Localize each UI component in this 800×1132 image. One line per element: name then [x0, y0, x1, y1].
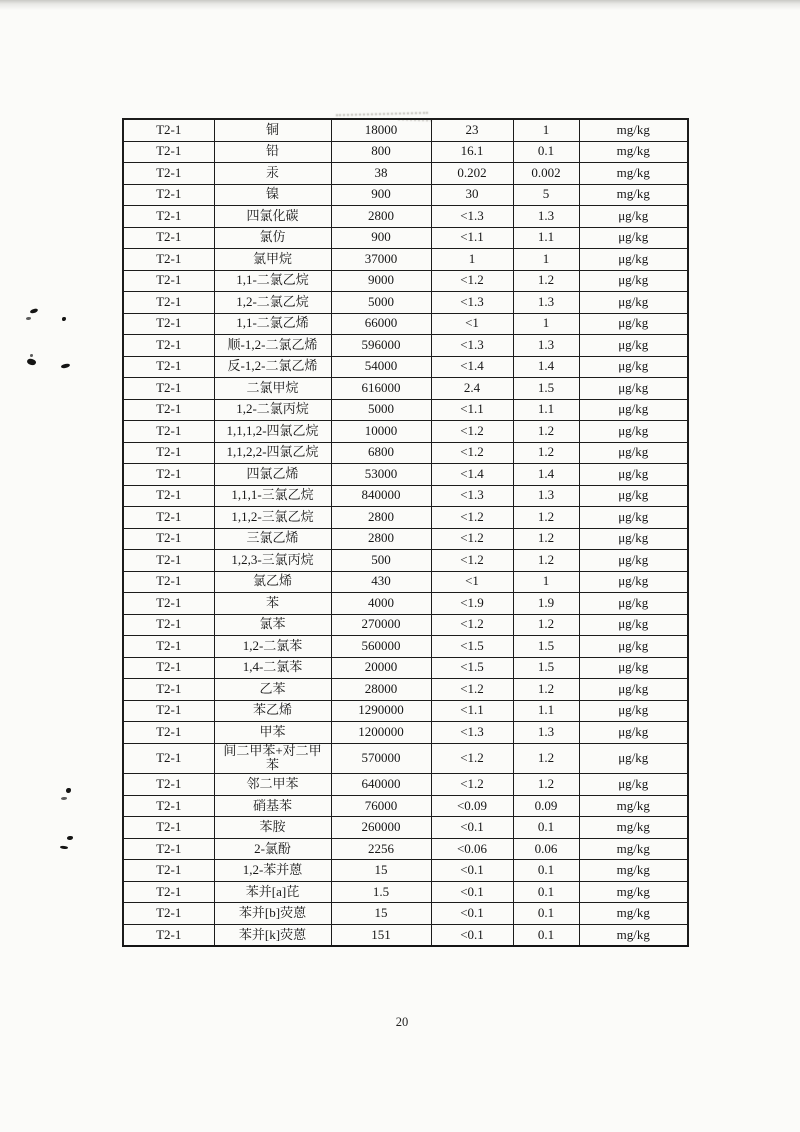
table-cell: 1,2-二氯乙烷	[214, 292, 331, 314]
table-cell: 0.1	[513, 141, 579, 163]
table-cell: μg/kg	[579, 313, 688, 335]
table-cell: T2-1	[123, 657, 214, 679]
table-cell: μg/kg	[579, 356, 688, 378]
table-cell: 15	[331, 903, 431, 925]
results-table-body	[123, 119, 688, 946]
table-row	[123, 163, 688, 185]
table-row	[123, 485, 688, 507]
table-cell: 1	[513, 119, 579, 141]
table-cell: <0.1	[431, 817, 513, 839]
table-cell: <1	[431, 571, 513, 593]
table-cell: <1.2	[431, 743, 513, 774]
table-cell: 2800	[331, 528, 431, 550]
table-cell: 氯仿	[214, 227, 331, 249]
table-cell: μg/kg	[579, 593, 688, 615]
table-cell: μg/kg	[579, 442, 688, 464]
table-cell: T2-1	[123, 270, 214, 292]
table-cell: 16.1	[431, 141, 513, 163]
table-cell: T2-1	[123, 528, 214, 550]
table-cell: T2-1	[123, 881, 214, 903]
table-row	[123, 399, 688, 421]
table-cell: <1.1	[431, 700, 513, 722]
table-cell: 0.1	[513, 817, 579, 839]
table-cell: <1.2	[431, 550, 513, 572]
table-cell: μg/kg	[579, 292, 688, 314]
table-cell: 15	[331, 860, 431, 882]
table-row	[123, 356, 688, 378]
table-row	[123, 657, 688, 679]
table-cell: 0.09	[513, 795, 579, 817]
table-cell: T2-1	[123, 335, 214, 357]
table-cell: 铜	[214, 119, 331, 141]
table-cell: 20000	[331, 657, 431, 679]
table-cell: μg/kg	[579, 249, 688, 271]
table-cell: T2-1	[123, 141, 214, 163]
table-cell: μg/kg	[579, 206, 688, 228]
table-row	[123, 119, 688, 141]
table-cell: T2-1	[123, 507, 214, 529]
table-cell: 1.3	[513, 335, 579, 357]
table-cell: 260000	[331, 817, 431, 839]
table-cell: 苯乙烯	[214, 700, 331, 722]
table-cell: 乙苯	[214, 679, 331, 701]
table-cell: 1,1,1-三氯乙烷	[214, 485, 331, 507]
table-cell: T2-1	[123, 421, 214, 443]
table-cell: 苯	[214, 593, 331, 615]
table-row	[123, 924, 688, 946]
table-cell: 28000	[331, 679, 431, 701]
table-cell: 4000	[331, 593, 431, 615]
table-cell: 1.2	[513, 270, 579, 292]
table-cell: 1.2	[513, 421, 579, 443]
table-cell: <1.5	[431, 636, 513, 658]
table-cell: 800	[331, 141, 431, 163]
table-cell: 54000	[331, 356, 431, 378]
table-cell: mg/kg	[579, 903, 688, 925]
table-cell: 76000	[331, 795, 431, 817]
table-row	[123, 743, 688, 774]
table-cell: <0.09	[431, 795, 513, 817]
table-cell: 5000	[331, 399, 431, 421]
table-cell: μg/kg	[579, 636, 688, 658]
table-cell: 5	[513, 184, 579, 206]
table-cell: 间二甲苯+对二甲苯	[214, 743, 331, 774]
table-cell: 四氯乙烯	[214, 464, 331, 486]
table-row	[123, 335, 688, 357]
table-cell: 苯胺	[214, 817, 331, 839]
table-cell: 1,1-二氯乙烷	[214, 270, 331, 292]
table-cell: T2-1	[123, 249, 214, 271]
table-row	[123, 184, 688, 206]
table-cell: 顺-1,2-二氯乙烯	[214, 335, 331, 357]
table-cell: 1.4	[513, 464, 579, 486]
table-cell: 1.2	[513, 774, 579, 796]
table-cell: 1	[431, 249, 513, 271]
table-cell: 1.3	[513, 722, 579, 744]
ink-speck	[26, 358, 37, 367]
analysis-results-table	[122, 118, 689, 947]
table-cell: 1.5	[331, 881, 431, 903]
ink-speck	[60, 845, 68, 849]
table-cell: <0.1	[431, 881, 513, 903]
table-cell: 2800	[331, 206, 431, 228]
ink-speck	[26, 317, 31, 320]
table-cell: T2-1	[123, 206, 214, 228]
table-cell: 1.5	[513, 636, 579, 658]
table-cell: 1	[513, 249, 579, 271]
table-cell: μg/kg	[579, 550, 688, 572]
table-cell: <0.1	[431, 860, 513, 882]
table-cell: 30	[431, 184, 513, 206]
table-cell: 0.1	[513, 881, 579, 903]
table-cell: μg/kg	[579, 421, 688, 443]
table-cell: 铅	[214, 141, 331, 163]
table-cell: T2-1	[123, 378, 214, 400]
table-cell: 2-氯酚	[214, 838, 331, 860]
table-row	[123, 817, 688, 839]
table-cell: 苯并[b]荧蒽	[214, 903, 331, 925]
table-cell: 0.1	[513, 860, 579, 882]
table-cell: 邻二甲苯	[214, 774, 331, 796]
table-cell: 1.4	[513, 356, 579, 378]
table-row	[123, 722, 688, 744]
table-cell: T2-1	[123, 464, 214, 486]
table-cell: 1.1	[513, 399, 579, 421]
table-row	[123, 227, 688, 249]
table-cell: 2.4	[431, 378, 513, 400]
table-cell: <0.06	[431, 838, 513, 860]
table-cell: 151	[331, 924, 431, 946]
table-cell: 1,2-苯并蒽	[214, 860, 331, 882]
table-cell: <1.5	[431, 657, 513, 679]
ink-speck	[67, 836, 73, 840]
table-cell: T2-1	[123, 860, 214, 882]
table-cell: 1.5	[513, 657, 579, 679]
table-row	[123, 528, 688, 550]
table-row	[123, 292, 688, 314]
table-cell: T2-1	[123, 593, 214, 615]
page-number: 20	[395, 1015, 409, 1029]
table-cell: 1.9	[513, 593, 579, 615]
table-cell: 1,1-二氯乙烯	[214, 313, 331, 335]
table-cell: 1,2,3-三氯丙烷	[214, 550, 331, 572]
table-cell: μg/kg	[579, 571, 688, 593]
table-cell: 1,2-二氯丙烷	[214, 399, 331, 421]
table-cell: T2-1	[123, 774, 214, 796]
table-cell: 1	[513, 313, 579, 335]
table-cell: T2-1	[123, 838, 214, 860]
table-cell: T2-1	[123, 399, 214, 421]
table-cell: 5000	[331, 292, 431, 314]
table-cell: <1.1	[431, 227, 513, 249]
table-row	[123, 860, 688, 882]
table-cell: T2-1	[123, 903, 214, 925]
table-cell: 1.1	[513, 227, 579, 249]
table-cell: 四氯化碳	[214, 206, 331, 228]
table-cell: 1,4-二氯苯	[214, 657, 331, 679]
table-cell: T2-1	[123, 924, 214, 946]
table-cell: 1.2	[513, 550, 579, 572]
table-cell: μg/kg	[579, 270, 688, 292]
table-cell: 1.2	[513, 614, 579, 636]
table-cell: 1200000	[331, 722, 431, 744]
ink-speck	[30, 354, 33, 357]
table-cell: mg/kg	[579, 881, 688, 903]
table-cell: 640000	[331, 774, 431, 796]
table-row	[123, 141, 688, 163]
table-row	[123, 903, 688, 925]
table-row	[123, 700, 688, 722]
table-cell: 0.202	[431, 163, 513, 185]
table-row	[123, 442, 688, 464]
table-cell: 镍	[214, 184, 331, 206]
table-cell: μg/kg	[579, 227, 688, 249]
table-cell: μg/kg	[579, 528, 688, 550]
table-cell: μg/kg	[579, 774, 688, 796]
table-cell: <0.1	[431, 924, 513, 946]
table-row	[123, 313, 688, 335]
table-cell: 500	[331, 550, 431, 572]
ink-speck	[61, 363, 71, 369]
table-row	[123, 270, 688, 292]
table-cell: μg/kg	[579, 700, 688, 722]
table-cell: T2-1	[123, 356, 214, 378]
table-cell: 1,1,1,2-四氯乙烷	[214, 421, 331, 443]
table-cell: <1.4	[431, 356, 513, 378]
table-row	[123, 206, 688, 228]
table-cell: 2256	[331, 838, 431, 860]
table-cell: <1.3	[431, 206, 513, 228]
table-cell: T2-1	[123, 485, 214, 507]
ink-speck	[30, 308, 39, 314]
table-row	[123, 421, 688, 443]
table-cell: <1.2	[431, 528, 513, 550]
table-cell: 苯并[a]芘	[214, 881, 331, 903]
table-cell: 1.2	[513, 743, 579, 774]
table-cell: 0.1	[513, 903, 579, 925]
table-cell: mg/kg	[579, 119, 688, 141]
table-cell: 苯并[k]荧蒽	[214, 924, 331, 946]
table-cell: 0.002	[513, 163, 579, 185]
table-cell: <1.3	[431, 485, 513, 507]
table-cell: 硝基苯	[214, 795, 331, 817]
table-cell: 10000	[331, 421, 431, 443]
table-cell: μg/kg	[579, 485, 688, 507]
table-cell: 53000	[331, 464, 431, 486]
table-cell: <1.2	[431, 270, 513, 292]
table-cell: 1	[513, 571, 579, 593]
table-cell: 270000	[331, 614, 431, 636]
table-cell: <1.2	[431, 679, 513, 701]
table-cell: T2-1	[123, 292, 214, 314]
table-cell: 1,1,2-三氯乙烷	[214, 507, 331, 529]
table-cell: <1.1	[431, 399, 513, 421]
table-cell: 1,2-二氯苯	[214, 636, 331, 658]
table-cell: μg/kg	[579, 722, 688, 744]
table-cell: T2-1	[123, 795, 214, 817]
table-cell: 1.2	[513, 528, 579, 550]
table-cell: 18000	[331, 119, 431, 141]
table-cell: T2-1	[123, 184, 214, 206]
table-cell: <1	[431, 313, 513, 335]
table-cell: <1.2	[431, 421, 513, 443]
table-row	[123, 679, 688, 701]
table-cell: <1.4	[431, 464, 513, 486]
table-cell: μg/kg	[579, 743, 688, 774]
table-row	[123, 550, 688, 572]
ink-speck	[62, 317, 66, 321]
table-cell: μg/kg	[579, 614, 688, 636]
table-cell: <1.2	[431, 442, 513, 464]
table-row	[123, 614, 688, 636]
table-cell: 二氯甲烷	[214, 378, 331, 400]
table-cell: 汞	[214, 163, 331, 185]
table-cell: mg/kg	[579, 838, 688, 860]
table-cell: T2-1	[123, 163, 214, 185]
table-cell: 37000	[331, 249, 431, 271]
table-cell: 2800	[331, 507, 431, 529]
table-cell: 1.2	[513, 679, 579, 701]
table-row	[123, 774, 688, 796]
table-cell: <0.1	[431, 903, 513, 925]
table-cell: mg/kg	[579, 141, 688, 163]
table-row	[123, 881, 688, 903]
table-cell: <1.3	[431, 722, 513, 744]
table-cell: mg/kg	[579, 924, 688, 946]
table-row	[123, 838, 688, 860]
table-row	[123, 636, 688, 658]
table-cell: 430	[331, 571, 431, 593]
table-row	[123, 378, 688, 400]
table-cell: 三氯乙烯	[214, 528, 331, 550]
table-cell: T2-1	[123, 614, 214, 636]
table-cell: 1290000	[331, 700, 431, 722]
table-cell: T2-1	[123, 119, 214, 141]
ink-speck	[61, 797, 67, 800]
table-cell: T2-1	[123, 743, 214, 774]
table-cell: μg/kg	[579, 507, 688, 529]
table-cell: μg/kg	[579, 335, 688, 357]
table-cell: 900	[331, 227, 431, 249]
table-cell: 1.5	[513, 378, 579, 400]
table-cell: T2-1	[123, 550, 214, 572]
table-cell: μg/kg	[579, 657, 688, 679]
table-cell: 38	[331, 163, 431, 185]
table-row	[123, 571, 688, 593]
table-cell: 1.3	[513, 292, 579, 314]
table-cell: mg/kg	[579, 184, 688, 206]
table-cell: T2-1	[123, 636, 214, 658]
table-cell: 616000	[331, 378, 431, 400]
table-row	[123, 795, 688, 817]
table-cell: 596000	[331, 335, 431, 357]
table-cell: 1.2	[513, 442, 579, 464]
table-cell: mg/kg	[579, 163, 688, 185]
table-cell: 氯苯	[214, 614, 331, 636]
table-cell: T2-1	[123, 679, 214, 701]
table-cell: μg/kg	[579, 679, 688, 701]
table-cell: <1.2	[431, 614, 513, 636]
table-cell: <1.3	[431, 292, 513, 314]
table-cell: 反-1,2-二氯乙烯	[214, 356, 331, 378]
table-cell: mg/kg	[579, 860, 688, 882]
table-cell: 570000	[331, 743, 431, 774]
table-cell: 0.1	[513, 924, 579, 946]
table-cell: 0.06	[513, 838, 579, 860]
table-cell: mg/kg	[579, 817, 688, 839]
table-cell: 560000	[331, 636, 431, 658]
table-cell: 氯甲烷	[214, 249, 331, 271]
table-cell: 6800	[331, 442, 431, 464]
ink-speck	[66, 788, 71, 793]
table-cell: 66000	[331, 313, 431, 335]
table-cell: 1.3	[513, 485, 579, 507]
table-cell: 840000	[331, 485, 431, 507]
table-cell: mg/kg	[579, 795, 688, 817]
table-row	[123, 464, 688, 486]
table-cell: T2-1	[123, 227, 214, 249]
table-cell: 氯乙烯	[214, 571, 331, 593]
table-row	[123, 507, 688, 529]
table-cell: 9000	[331, 270, 431, 292]
table-cell: μg/kg	[579, 378, 688, 400]
table-cell: 23	[431, 119, 513, 141]
table-cell: <1.2	[431, 507, 513, 529]
table-cell: <1.3	[431, 335, 513, 357]
table-cell: T2-1	[123, 313, 214, 335]
table-cell: T2-1	[123, 571, 214, 593]
table-cell: 1.3	[513, 206, 579, 228]
table-cell: 甲苯	[214, 722, 331, 744]
table-cell: T2-1	[123, 442, 214, 464]
table-cell: T2-1	[123, 700, 214, 722]
table-cell: 1.2	[513, 507, 579, 529]
table-row	[123, 249, 688, 271]
table-cell: T2-1	[123, 817, 214, 839]
table-cell: T2-1	[123, 722, 214, 744]
table-cell: μg/kg	[579, 464, 688, 486]
table-cell: 1,1,2,2-四氯乙烷	[214, 442, 331, 464]
table-cell: 900	[331, 184, 431, 206]
table-cell: <1.9	[431, 593, 513, 615]
table-cell: 1.1	[513, 700, 579, 722]
table-cell: μg/kg	[579, 399, 688, 421]
table-row	[123, 593, 688, 615]
table-cell: <1.2	[431, 774, 513, 796]
